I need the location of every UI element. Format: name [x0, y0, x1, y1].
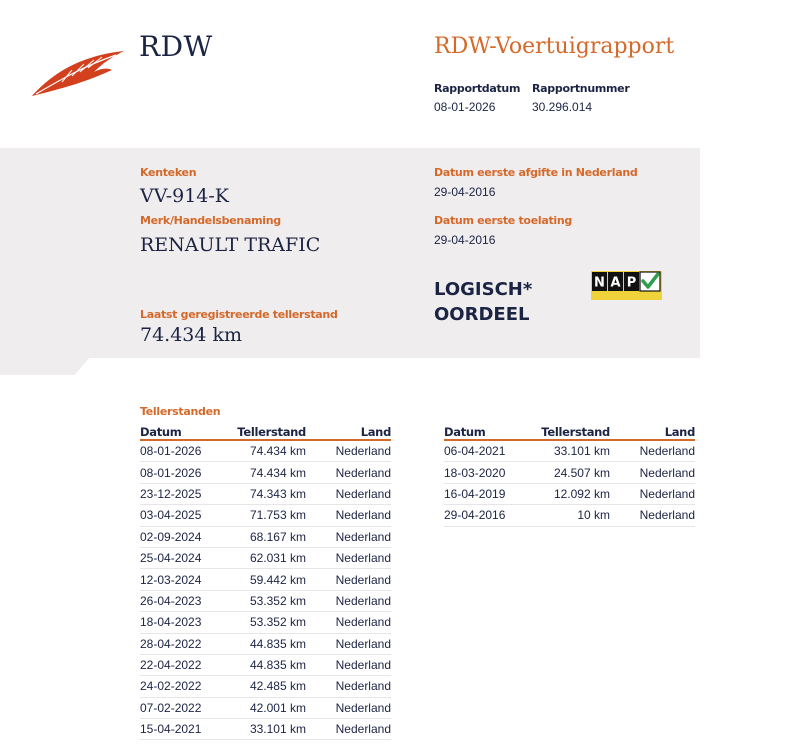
report-number-label: Rapportnummer: [532, 82, 630, 95]
reading-date: 12-03-2024: [140, 572, 202, 587]
reading-value: 44.835 km: [249, 658, 306, 673]
table-body: [444, 441, 695, 527]
report-date-label: Rapportdatum: [434, 82, 521, 95]
first-admission-label: Datum eerste toelating: [434, 214, 572, 227]
reading-value: 33.101 km: [249, 722, 306, 737]
reading-date: 08-01-2026: [140, 444, 202, 459]
reading-country: Nederland: [335, 615, 391, 630]
reading-country: Nederland: [335, 465, 391, 480]
reading-date: 08-01-2026: [140, 465, 202, 480]
reading-date: 06-04-2021: [444, 444, 506, 459]
nap-verdict: [434, 277, 532, 327]
reading-date: 02-09-2024: [140, 529, 202, 544]
nap-letter-a: A: [610, 275, 621, 291]
reading-value: 74.434 km: [249, 444, 306, 459]
reading-country: Nederland: [335, 444, 391, 459]
reading-value: 42.485 km: [249, 679, 306, 694]
reading-date: 29-04-2016: [444, 508, 506, 523]
readings-table-right: [444, 425, 695, 527]
reading-country: Nederland: [335, 508, 391, 523]
odometer-label: Laatst geregistreerde tellerstand: [140, 308, 338, 321]
reading-date: 15-04-2021: [140, 722, 202, 737]
reading-value: 12.092 km: [553, 486, 610, 501]
reading-value: 44.835 km: [249, 636, 306, 651]
report-title: RDW-Voertuigrapport: [434, 34, 675, 59]
reading-country: Nederland: [335, 636, 391, 651]
verdict-line-2: OORDEEL: [434, 304, 530, 325]
reading-country: Nederland: [639, 486, 695, 501]
plate-label: Kenteken: [140, 166, 197, 179]
col-date-header: Datum: [140, 425, 182, 439]
reading-date: 24-02-2022: [140, 679, 202, 694]
reading-value: 24.507 km: [553, 465, 610, 480]
reading-date: 18-03-2020: [444, 465, 506, 480]
reading-value: 10 km: [577, 508, 610, 523]
reading-value: 42.001 km: [249, 700, 306, 715]
vehicle-summary-panel: [0, 148, 700, 358]
brand-name: RDW: [139, 30, 213, 63]
table-row: [444, 505, 695, 526]
reading-value: 59.442 km: [249, 572, 306, 587]
reading-value: 74.343 km: [249, 486, 306, 501]
table-row: [140, 655, 391, 676]
table-row: [140, 527, 391, 548]
reading-date: 18-04-2023: [140, 615, 202, 630]
table-row: [140, 612, 391, 633]
first-registration-nl-label: Datum eerste afgifte in Nederland: [434, 166, 638, 179]
nap-logo-icon: [591, 271, 662, 300]
col-date-header: Datum: [444, 425, 486, 439]
reading-value: 53.352 km: [249, 593, 306, 608]
make-label: Merk/Handelsbenaming: [140, 214, 281, 227]
nap-letter-n: N: [594, 275, 605, 291]
table-row: [444, 441, 695, 462]
reading-value: 33.101 km: [553, 444, 610, 459]
table-row: [140, 634, 391, 655]
table-row: [140, 719, 391, 740]
reading-country: Nederland: [335, 658, 391, 673]
reading-date: 16-04-2019: [444, 486, 506, 501]
reading-value: 68.167 km: [249, 529, 306, 544]
reading-country: Nederland: [335, 486, 391, 501]
rdw-feather-logo-icon: [32, 46, 126, 98]
table-row: [140, 505, 391, 526]
table-row: [140, 569, 391, 590]
reading-value: 53.352 km: [249, 615, 306, 630]
odometer-reading: 74.434 km: [140, 324, 243, 346]
readings-section-title: Tellerstanden: [140, 405, 221, 418]
reading-date: 23-12-2025: [140, 486, 202, 501]
table-row: [140, 548, 391, 569]
reading-date: 07-02-2022: [140, 700, 202, 715]
table-header: [140, 425, 391, 441]
col-country-header: Land: [360, 425, 391, 439]
reading-country: Nederland: [639, 444, 695, 459]
report-date: 08-01-2026: [434, 100, 496, 114]
col-reading-header: Tellerstand: [237, 425, 306, 439]
table-row: [140, 484, 391, 505]
table-body: [140, 441, 391, 740]
reading-country: Nederland: [335, 529, 391, 544]
reading-date: 03-04-2025: [140, 508, 202, 523]
reading-country: Nederland: [639, 508, 695, 523]
reading-country: Nederland: [639, 465, 695, 480]
reading-country: Nederland: [335, 700, 391, 715]
reading-value: 62.031 km: [249, 551, 306, 566]
reading-date: 28-04-2022: [140, 636, 202, 651]
reading-country: Nederland: [335, 722, 391, 737]
first-admission: 29-04-2016: [434, 233, 496, 247]
reading-country: Nederland: [335, 593, 391, 608]
table-row: [140, 441, 391, 462]
reading-date: 25-04-2024: [140, 551, 202, 566]
reading-date: 26-04-2023: [140, 593, 202, 608]
table-row: [140, 591, 391, 612]
table-row: [444, 462, 695, 483]
readings-table-left: [140, 425, 391, 740]
reading-country: Nederland: [335, 551, 391, 566]
table-row: [140, 698, 391, 719]
col-reading-header: Tellerstand: [541, 425, 610, 439]
license-plate: VV-914-K: [140, 185, 229, 207]
vehicle-make: RENAULT TRAFIC: [140, 234, 321, 256]
table-row: [444, 484, 695, 505]
panel-notch: [0, 357, 90, 375]
reading-date: 22-04-2022: [140, 658, 202, 673]
nap-letter-p: P: [626, 275, 637, 291]
reading-country: Nederland: [335, 572, 391, 587]
table-row: [140, 462, 391, 483]
table-row: [140, 676, 391, 697]
report-number: 30.296.014: [532, 100, 593, 114]
table-header: [444, 425, 695, 441]
reading-country: Nederland: [335, 679, 391, 694]
reading-value: 74.434 km: [249, 465, 306, 480]
verdict-line-1: LOGISCH*: [434, 279, 533, 300]
first-registration-nl: 29-04-2016: [434, 185, 496, 199]
reading-value: 71.753 km: [249, 508, 306, 523]
col-country-header: Land: [664, 425, 695, 439]
